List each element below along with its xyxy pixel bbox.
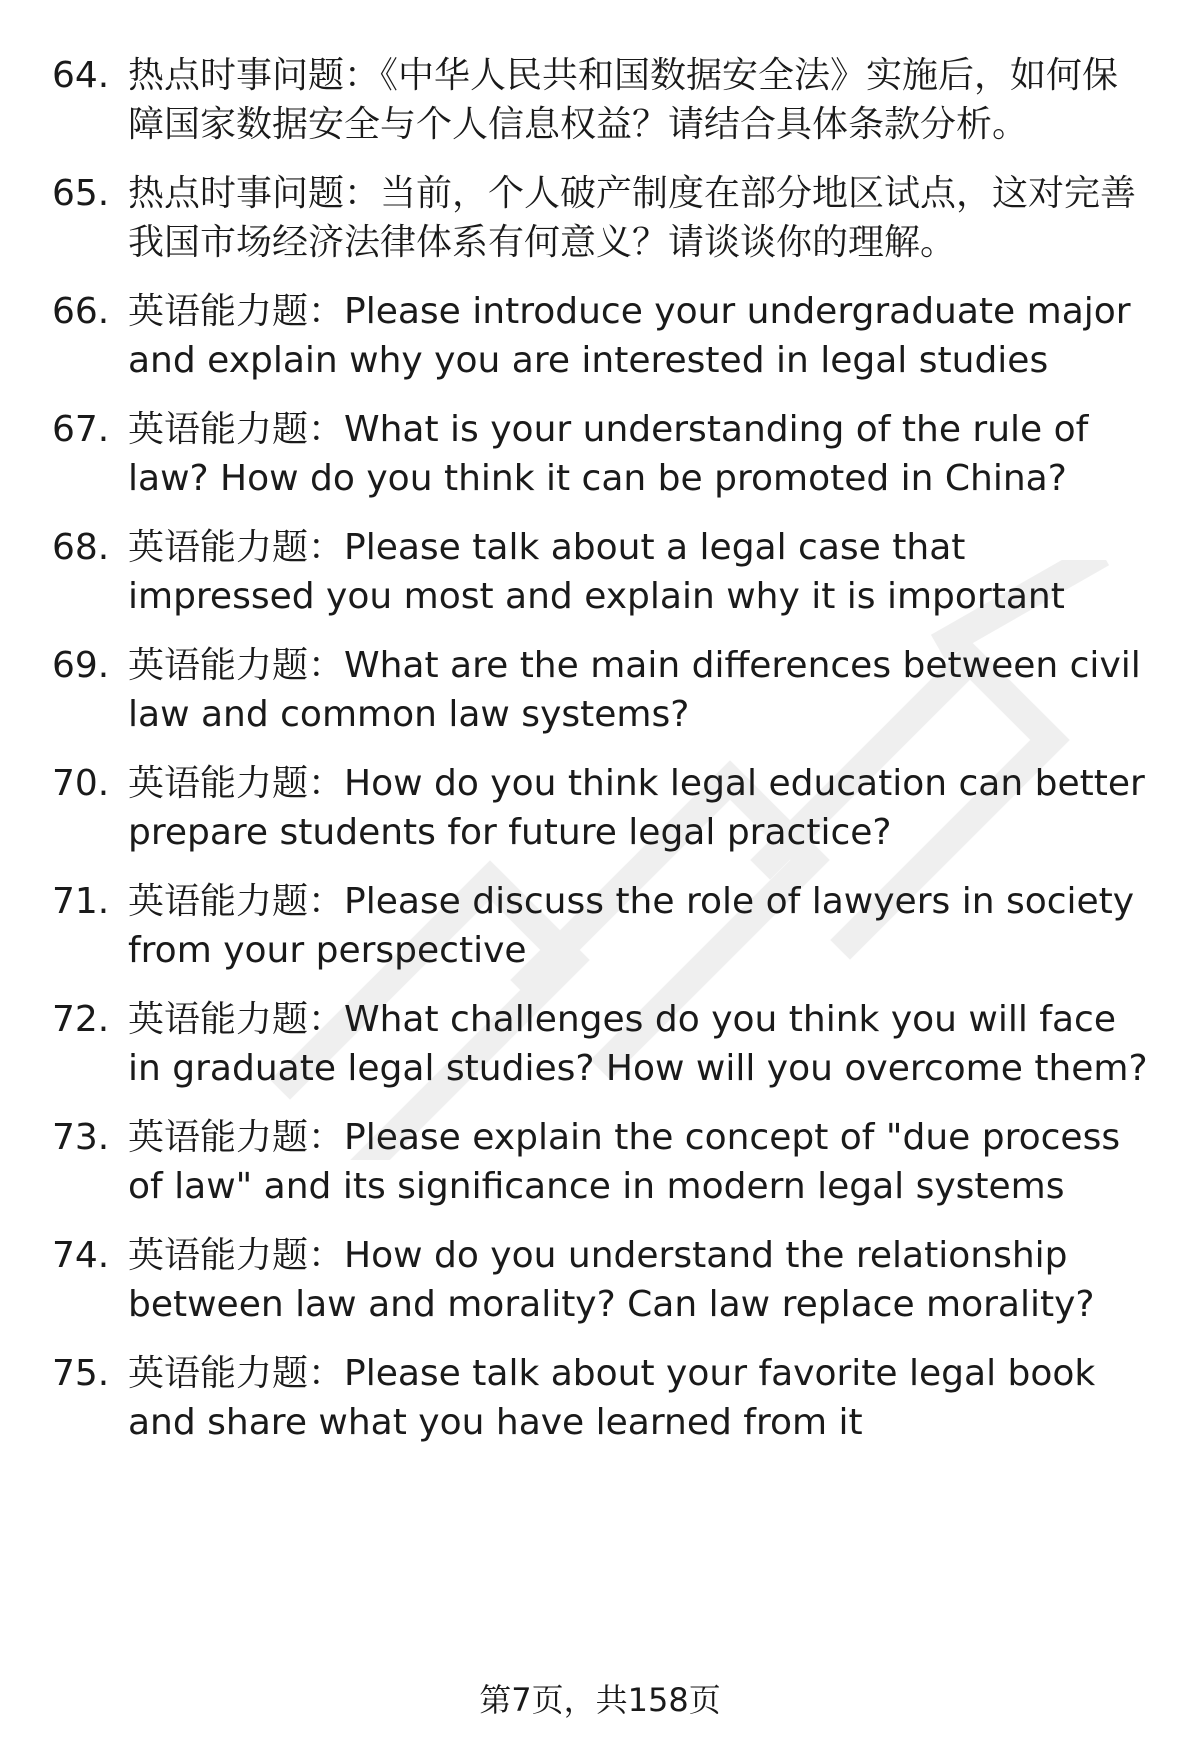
question-text: 英语能力题：Please talk about a legal case that impressed you most and explain why it is important: [128, 527, 1065, 617]
question-number: 73.: [52, 1117, 110, 1158]
question-text: 英语能力题：How do you understand the relationship between law and morality? Can law replace morality?: [128, 1235, 1095, 1325]
question-number: 65.: [52, 173, 110, 214]
question-number: 64.: [52, 55, 110, 96]
question-number: 69.: [52, 645, 110, 686]
question-text: 英语能力题：Please discuss the role of lawyers in society from your perspective: [128, 881, 1135, 971]
question-text: 英语能力题：Please talk about your favorite legal book and share what you have learned from it: [128, 1353, 1096, 1443]
question-number: 72.: [52, 999, 110, 1040]
question-number: 75.: [52, 1353, 110, 1394]
question-number: 66.: [52, 291, 110, 332]
question-text: 英语能力题：Please introduce your undergraduate major and explain why you are interested in legal studies: [128, 291, 1131, 381]
page-footer: [0, 1680, 1200, 1720]
question-text: 英语能力题：What are the main differences between civil law and common law systems?: [128, 645, 1141, 735]
question-text: 英语能力题：How do you think legal education can better prepare students for future legal practice?: [128, 763, 1145, 853]
page-indicator: 第7页，共158页: [479, 1681, 721, 1719]
question-number: 71.: [52, 881, 110, 922]
question-number: 67.: [52, 409, 110, 450]
question-number: 68.: [52, 527, 110, 568]
question-number: 74.: [52, 1235, 110, 1276]
question-text: 热点时事问题：《中华人民共和国数据安全法》实施后，如何保障国家数据安全与个人信息权益？请结合具体条款分析。: [128, 55, 1119, 145]
question-text: 热点时事问题：当前，个人破产制度在部分地区试点，这对完善我国市场经济法律体系有何意义？请谈谈你的理解。: [128, 173, 1137, 263]
question-text: 英语能力题：Please explain the concept of "due process of law" and its significance in modern legal systems: [128, 1117, 1121, 1207]
question-number: 70.: [52, 763, 110, 804]
question-text: 英语能力题：What is your understanding of the rule of law? How do you think it can be promoted in China?: [128, 409, 1089, 499]
question-text: 英语能力题：What challenges do you think you will face in graduate legal studies? How will you overcome them?: [128, 999, 1148, 1089]
